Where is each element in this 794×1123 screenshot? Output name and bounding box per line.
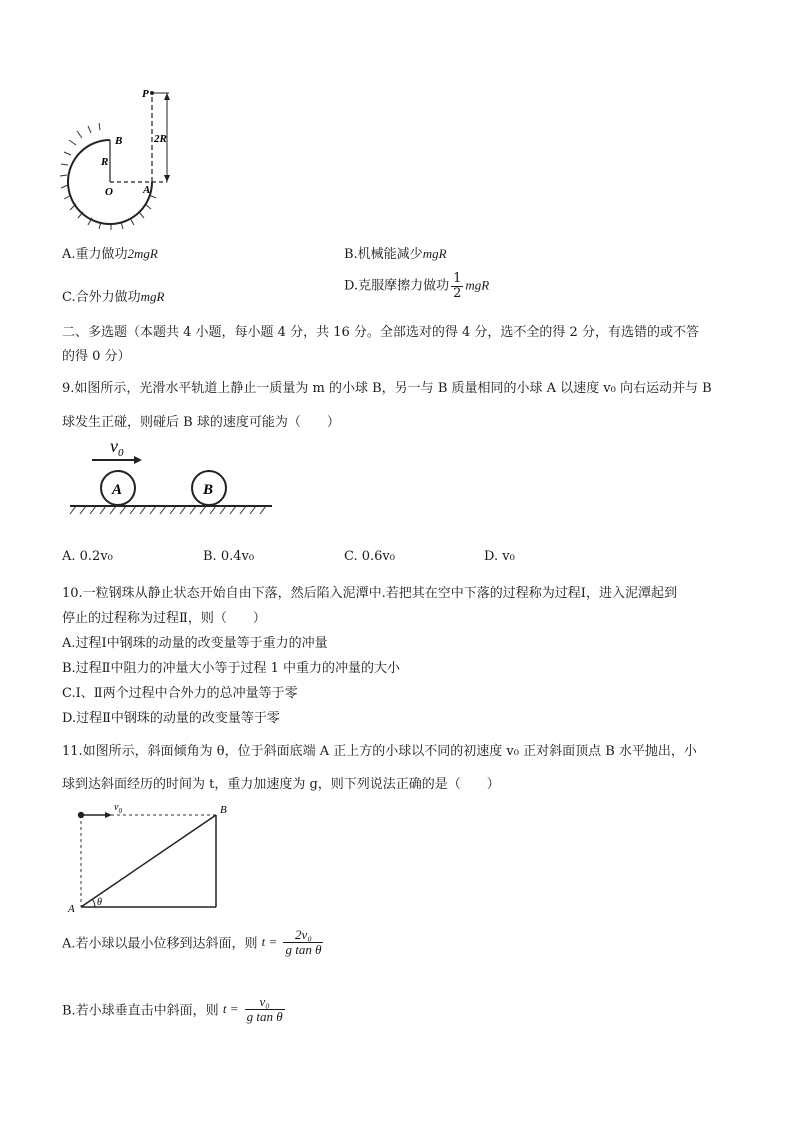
q8-option-d: D.克服摩擦力做功 $\frac{1}{2}$ mgR xyxy=(344,271,490,301)
label-a: A xyxy=(68,903,75,915)
svg-text:B: B xyxy=(203,482,214,498)
ball xyxy=(78,812,84,818)
q11-figure xyxy=(66,797,236,915)
label-b: B xyxy=(115,135,123,147)
velocity-label: $v_0$ xyxy=(114,802,122,815)
q9-option-d: D. v₀ xyxy=(484,549,515,564)
q11-stem-line2: 球到达斜面经历的时间为 t，重力加速度为 g，则下列说法正确的是（ ） xyxy=(62,777,500,792)
q9-option-b: B. 0.4v₀ xyxy=(203,549,255,564)
incline-surface xyxy=(81,815,216,907)
label-b: B xyxy=(220,804,227,816)
fraction: $\frac{\text{2v₀}}{\text{g tan θ}}$ xyxy=(285,927,322,957)
label-theta: θ xyxy=(97,897,102,908)
section-heading: 二、多选题（本题共 4 小题，每小题 4 分，共 16 分。全部选对的得 4 分，选不全的得 2 分，有选错的或不答 xyxy=(62,325,699,340)
q10-stem-line2: 停止的过程称为过程Ⅱ，则（ ） xyxy=(62,611,266,626)
fraction: $\frac{\text{v₀}}{\text{g tan θ}}$ xyxy=(246,994,283,1024)
q11-option-a: A.若小球以最小位移到达斜面，则 t = $\frac{\text{2v₀}}{\text{g tan θ}}$ xyxy=(62,927,322,957)
arrow-right-icon xyxy=(134,456,142,464)
q8-figure xyxy=(55,85,185,235)
q8-option-b: B.机械能减少mgR xyxy=(344,246,447,262)
q11-option-b: B.若小球垂直击中斜面，则 t = $\frac{\text{v₀}}{\text{g tan θ}}$ xyxy=(62,994,283,1024)
q9-stem-line2: 球发生正碰，则碰后 B 球的速度可能为（ ） xyxy=(62,415,340,430)
q9-figure xyxy=(66,436,276,518)
q8-option-c: C.合外力做功mgR xyxy=(62,289,165,305)
q11-stem-line1: 11.如图所示，斜面倾角为 θ，位于斜面底端 A 正上方的小球以不同的初速度 v₀ 正对斜面顶点 B 水平抛出，小 xyxy=(62,744,697,759)
q10-option-c: C.Ⅰ、Ⅱ两个过程中合外力的总冲量等于零 xyxy=(62,686,298,701)
section-heading-cont: 的得 0 分） xyxy=(62,349,131,364)
q10-option-b: B.过程Ⅱ中阻力的冲量大小等于过程 1 中重力的冲量的大小 xyxy=(62,661,401,676)
label-a: A xyxy=(143,184,151,196)
label-r: R xyxy=(101,156,109,168)
ground-hatching xyxy=(70,506,266,514)
fraction: $\frac{1}{2}$ xyxy=(453,271,462,301)
velocity-label: $v_0$ xyxy=(110,436,124,459)
label-2r: 2R xyxy=(154,133,167,145)
q10-stem-line1: 10.一粒钢珠从静止状态开始自由下落，然后陷入泥潭中.若把其在空中下落的过程称为过程Ⅰ，进入泥潭起到 xyxy=(62,586,677,601)
q10-option-a: A.过程Ⅰ中钢珠的动量的改变量等于重力的冲量 xyxy=(62,636,328,651)
svg-text:A: A xyxy=(112,482,123,498)
q9-option-a: A. 0.2v₀ xyxy=(62,549,113,564)
label-p: P xyxy=(142,88,149,100)
q8-option-a: A.重力做功2mgR xyxy=(62,246,158,262)
label-o: O xyxy=(105,186,113,198)
q9-option-c: C. 0.6v₀ xyxy=(344,549,395,564)
q10-option-d: D.过程Ⅱ中钢珠的动量的改变量等于零 xyxy=(62,711,280,726)
q9-stem-line1: 9.如图所示，光滑水平轨道上静止一质量为 m 的小球 B，另一与 B 质量相同的小球 A 以速度 v₀ 向右运动并与 B xyxy=(62,381,712,396)
arrow-right-icon xyxy=(105,812,112,818)
